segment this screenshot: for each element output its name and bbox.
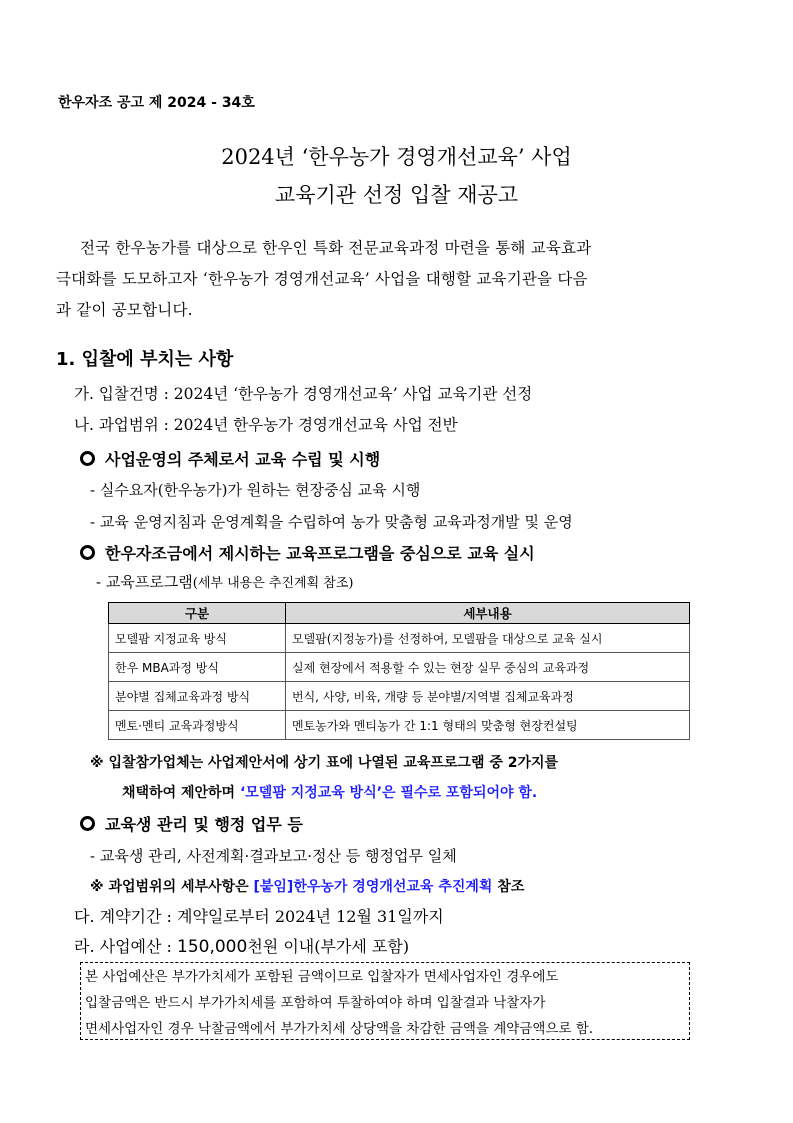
table-row [109,682,690,711]
scope-heading-operation [80,447,380,470]
scope-heading-admin [80,812,303,835]
note-highlight: ‘모델팜 지정교육 방식’은 필수로 포함되어야 함. [239,785,538,801]
section-heading: 1. 입찰에 부치는 사항 [56,349,234,370]
note-text: 참조 [492,879,525,895]
program-table [108,602,690,740]
scope-heading-text: 한우자조금에서 제시하는 교육프로그램을 중심으로 교육 실시 [105,544,535,563]
program-detail-note: (세부 내용은 추진계획 참조) [192,576,354,591]
budget-notice-box [80,962,690,1040]
circle-bullet-icon [80,451,95,466]
intro-line-3: 과 같이 공모합니다. [56,301,193,319]
budget-label: 라. 사업예산 : [74,937,178,956]
note-highlight: [붙임]한우농가 경영개선교육 추진계획 [253,879,493,895]
table-cell-category: 멘토·멘티 교육과정방식 [109,711,286,740]
program-detail [96,571,353,592]
note-program-selection: ※ 입찰참가업체는 사업제안서에 상기 표에 나열된 교육프로그램 중 2가지를 [90,755,559,771]
table-cell-detail: 멘토농가와 멘티농가 간 1:1 형태의 맞춤형 현장컨설팅 [286,711,690,740]
table-cell-category: 한우 MBA과정 방식 [109,653,286,682]
table-row [109,711,690,740]
note-text: 채택하여 제안하며 [122,785,240,801]
table-header-detail: 세부내용 [286,603,690,624]
table-cell-detail: 번식, 사양, 비육, 개량 등 분야별/지역별 집체교육과정 [286,682,690,711]
scope-detail: - 실수요자(한우농가)가 원하는 현장중심 교육 시행 [90,481,421,499]
notice-line: 입찰금액은 반드시 부가가치세를 포함하여 투찰하여야 하며 입찰결과 낙찰자가 [85,995,546,1011]
table-header-category: 구분 [109,603,286,624]
table-header-row [109,603,690,624]
program-detail-text: - 교육프로그램 [96,573,193,591]
table-cell-category: 분야별 집체교육과정 방식 [109,682,286,711]
notice-line: 면세사업자인 경우 낙찰금액에서 부가가치세 상당액을 차감한 금액을 계약금액으로 함. [85,1021,594,1037]
scope-heading-text: 사업운영의 주체로서 교육 수립 및 시행 [105,450,381,469]
scope-detail: - 교육 운영지침과 운영계획을 수립하여 농가 맞춤형 교육과정개발 및 운영 [90,513,573,531]
note-program-required [122,782,537,802]
page-title-line-1: 2024년 ‘한우농가 경영개선교육’ 사업 [221,145,572,169]
page-title-line-2: 교육기관 선정 입찰 재공고 [274,183,519,207]
table-cell-category: 모델팜 지정교육 방식 [109,624,286,653]
item-scope: 나. 과업범위 : 2024년 한우농가 경영개선교육 사업 전반 [74,416,458,434]
budget-unit: 천원 이내(부가세 포함) [247,937,410,956]
item-budget [74,934,409,957]
table-cell-detail: 모델팜(지정농가)를 선정하여, 모델팜을 대상으로 교육 실시 [286,624,690,653]
item-bid-name: 가. 입찰건명 : 2024년 ‘한우농가 경영개선교육’ 사업 교육기관 선정 [74,385,533,403]
scope-heading-text: 교육생 관리 및 행정 업무 등 [105,815,303,834]
table-cell-detail: 실제 현장에서 적용할 수 있는 현장 실무 중심의 교육과정 [286,653,690,682]
circle-bullet-icon [80,816,95,831]
scope-heading-program [80,541,535,564]
notice-line: 본 사업예산은 부가가치세가 포함된 금액이므로 입찰자가 면세사업자인 경우에도 [85,969,559,985]
circle-bullet-icon [80,545,95,560]
scope-detail: - 교육생 관리, 사전계획·결과보고·정산 등 행정업무 일체 [90,847,457,865]
item-contract-period: 다. 계약기간 : 계약일로부터 2024년 12월 31일까지 [74,907,444,926]
table-row [109,653,690,682]
note-scope-reference [90,876,524,896]
budget-amount: 150,000 [177,937,248,957]
notice-number: 한우자조 공고 제 2024 - 34호 [58,95,255,111]
table-row [109,624,690,653]
intro-line-1: 전국 한우농가를 대상으로 한우인 특화 전문교육과정 마련을 통해 교육효과 [80,239,592,257]
intro-line-2: 극대화를 도모하고자 ‘한우농가 경영개선교육’ 사업을 대행할 교육기관을 다음 [56,270,588,288]
note-text: ※ 과업범위의 세부사항은 [90,879,254,895]
